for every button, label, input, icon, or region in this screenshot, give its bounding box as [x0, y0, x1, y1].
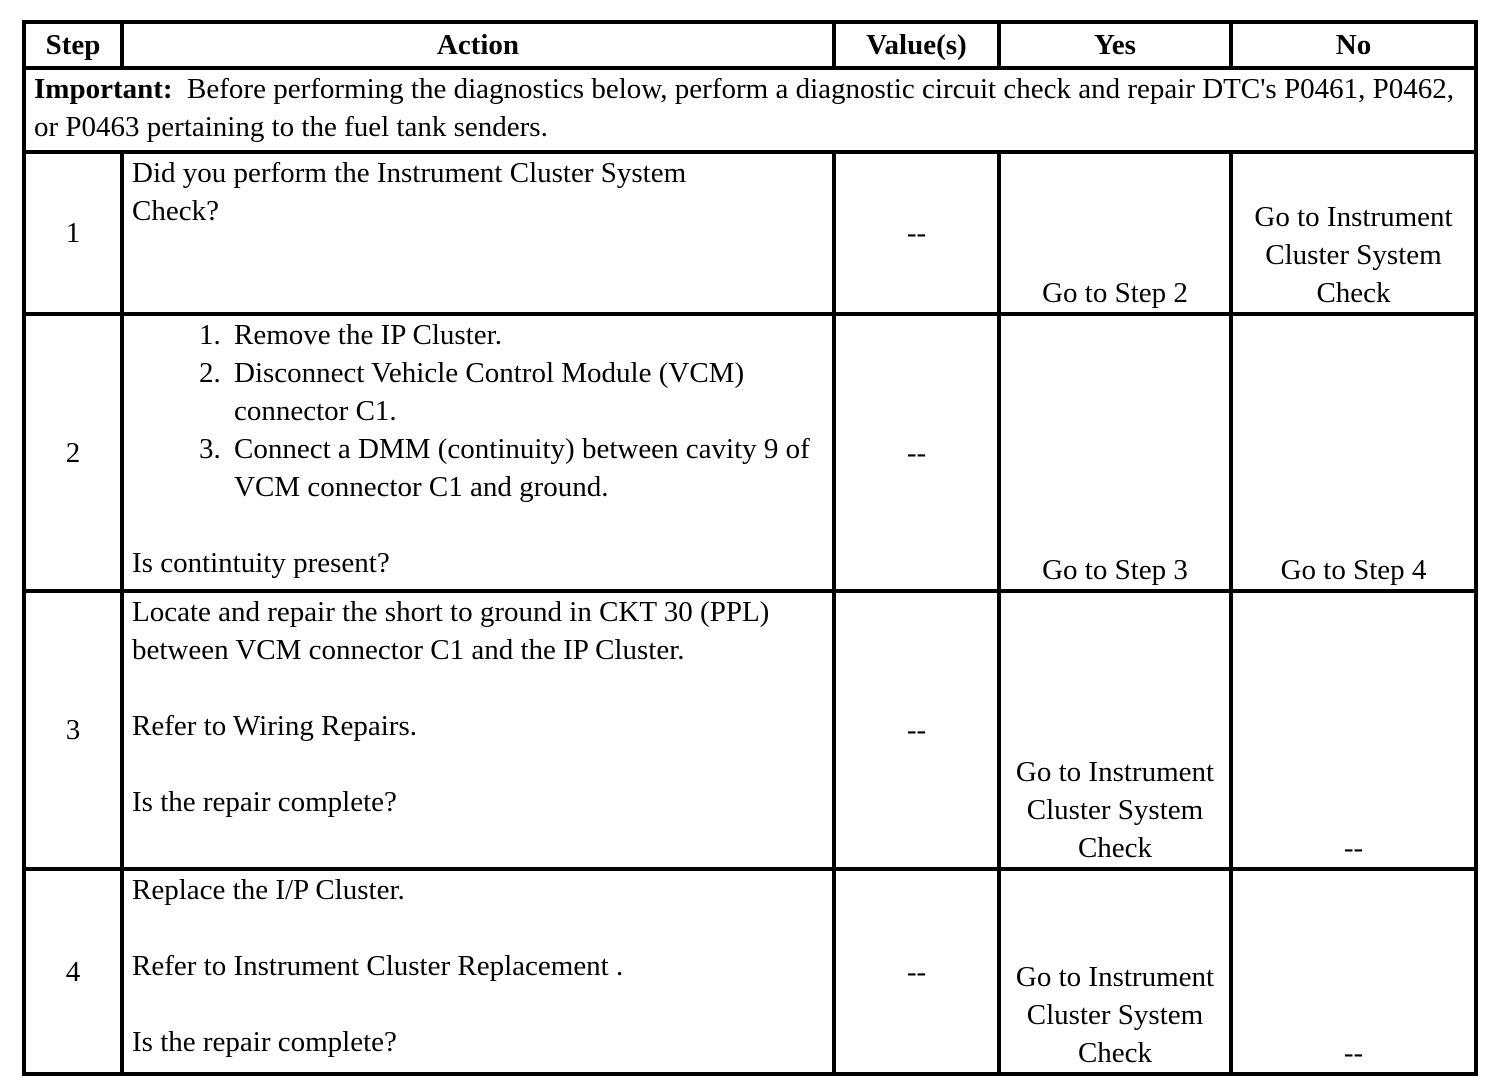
list-item: 1. Remove the IP Cluster.	[228, 316, 824, 354]
action-cell	[122, 314, 834, 591]
list-item: 2. Disconnect Vehicle Control Module (VCM) connector C1.	[228, 354, 824, 430]
step-number: 1	[24, 152, 122, 314]
yes-cell: Go to Instrument Cluster System Check	[999, 591, 1231, 869]
header-row	[24, 22, 1476, 68]
no-cell: --	[1231, 591, 1476, 869]
header-step: Step	[24, 22, 122, 68]
header-no: No	[1231, 22, 1476, 68]
value-cell: --	[834, 591, 999, 869]
important-text: Before performing the diagnostics below, perform a diagnostic circuit check and repair DTC's P0461, P0462, or P0463 pertaining to the fuel tank senders.	[34, 73, 1462, 143]
important-label: Important:	[34, 73, 173, 105]
action-cell	[122, 869, 834, 1074]
table-row	[24, 314, 1476, 591]
step-number: 2	[24, 314, 122, 591]
action-question: Is the repair complete?	[132, 786, 397, 818]
diagnostic-table	[22, 20, 1478, 1076]
action-cell	[122, 152, 834, 314]
action-text: Replace the I/P Cluster.	[132, 874, 405, 906]
header-values: Value(s)	[834, 22, 999, 68]
no-cell: Go to Step 4	[1231, 314, 1476, 591]
value-cell: --	[834, 869, 999, 1074]
yes-cell: Go to Instrument Cluster System Check	[999, 869, 1231, 1074]
action-question: Is the repair complete?	[132, 1026, 397, 1058]
important-note-row	[24, 68, 1476, 152]
table-row	[24, 152, 1476, 314]
table-row	[24, 869, 1476, 1074]
value-cell: --	[834, 152, 999, 314]
action-question: Is contintuity present?	[132, 547, 390, 579]
table-row	[24, 591, 1476, 869]
action-refer: Refer to Wiring Repairs.	[132, 710, 418, 742]
header-yes: Yes	[999, 22, 1231, 68]
value-cell: --	[834, 314, 999, 591]
no-cell: Go to Instrument Cluster System Check	[1231, 152, 1476, 314]
yes-cell: Go to Step 2	[999, 152, 1231, 314]
action-text: Locate and repair the short to ground in CKT 30 (PPL) between VCM connector C1 and the IP Cluster.	[132, 596, 770, 666]
action-text: Did you perform the Instrument Cluster System Check?	[132, 157, 687, 227]
no-cell: --	[1231, 869, 1476, 1074]
important-note	[24, 68, 1476, 152]
action-steps-list	[132, 316, 824, 506]
yes-cell: Go to Step 3	[999, 314, 1231, 591]
action-refer: Refer to Instrument Cluster Replacement .	[132, 950, 624, 982]
step-number: 4	[24, 869, 122, 1074]
header-action: Action	[122, 22, 834, 68]
step-number: 3	[24, 591, 122, 869]
action-cell	[122, 591, 834, 869]
list-item: 3. Connect a DMM (continuity) between cavity 9 of VCM connector C1 and ground.	[228, 430, 824, 506]
